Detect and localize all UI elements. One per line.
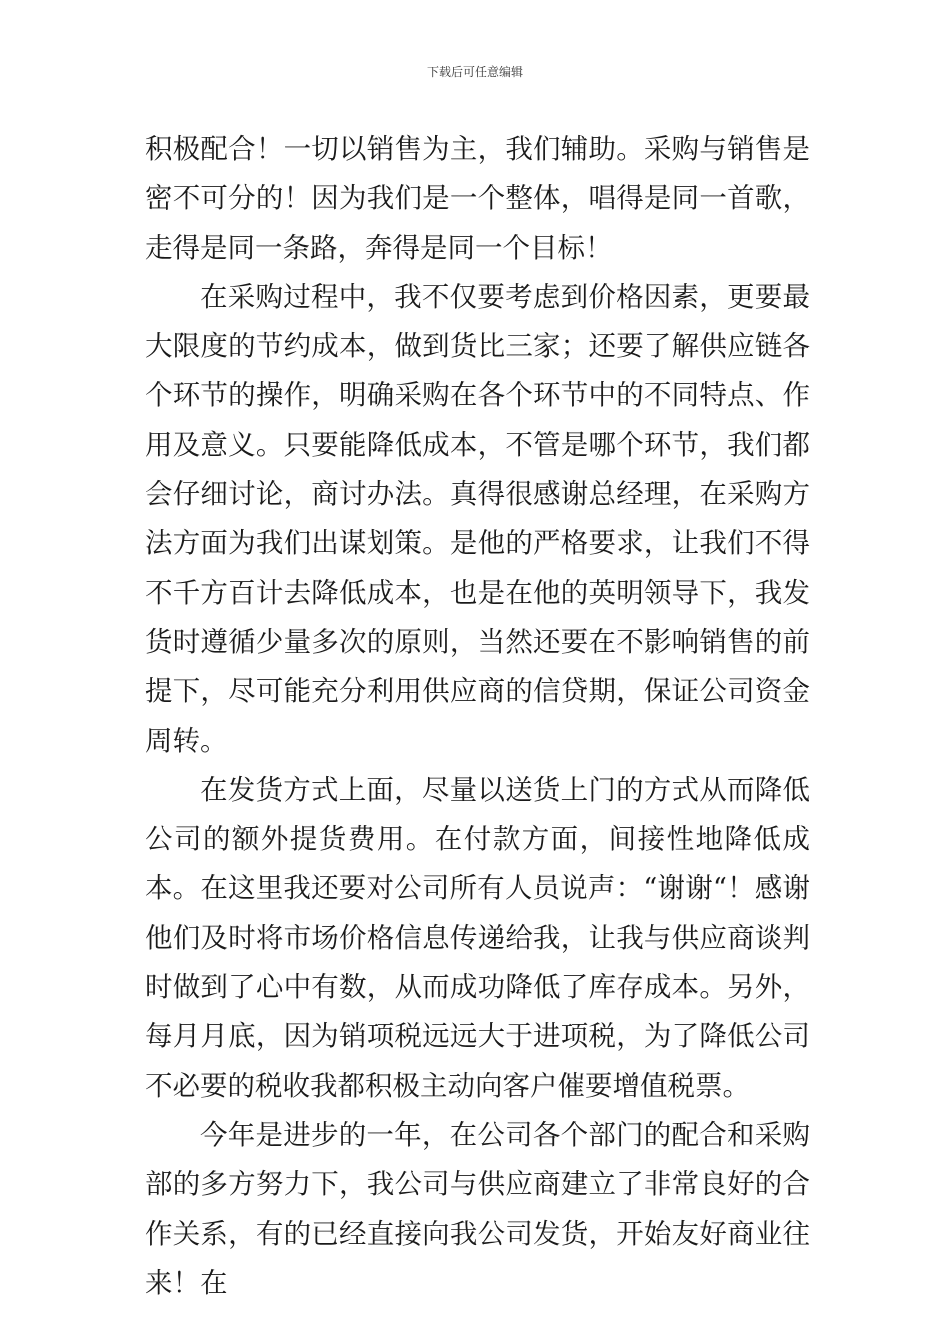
paragraph-1: 积极配合！一切以销售为主，我们辅助。采购与销售是密不可分的！因为我们是一个整体，唱得是同一首歌，走得是同一条路，奔得是同一个目标！ (145, 133, 810, 264)
document-body (145, 125, 810, 1308)
page-header: 下载后可任意编辑 (426, 65, 523, 79)
paragraph-3: 在发货方式上面，尽量以送货上门的方式从而降低公司的额外提货费用。在付款方面，间接性地降低成本。在这里我还要对公司所有人员说声：“谢谢“！感谢他们及时将市场价格信息传递给我，让我与供应商谈判时做到了心中有数，从而成功降低了库存成本。另外，每月月底，因为销项税远远大于进项税，为了降低公司不必要的税收我都积极主动向客户催要增值税票。 (145, 773, 810, 1102)
paragraph-2: 在采购过程中，我不仅要考虑到价格因素，更要最大限度的节约成本，做到货比三家；还要了解供应链各个环节的操作，明确采购在各个环节中的不同特点、作用及意义。只要能降低成本，不管是哪个环节，我们都会仔细讨论，商讨办法。真得很感谢总经理，在采购方法方面为我们出谋划策。是他的严格要求，让我们不得不千方百计去降低成本，也是在他的英明领导下，我发货时遵循少量多次的原则，当然还要在不影响销售的前提下，尽可能充分利用供应商的信贷期，保证公司资金周转。 (145, 280, 810, 757)
paragraph-4: 今年是进步的一年，在公司各个部门的配合和采购部的多方努力下，我公司与供应商建立了非常良好的合作关系，有的已经直接向我公司发货，开始友好商业往来！在 (145, 1118, 810, 1299)
